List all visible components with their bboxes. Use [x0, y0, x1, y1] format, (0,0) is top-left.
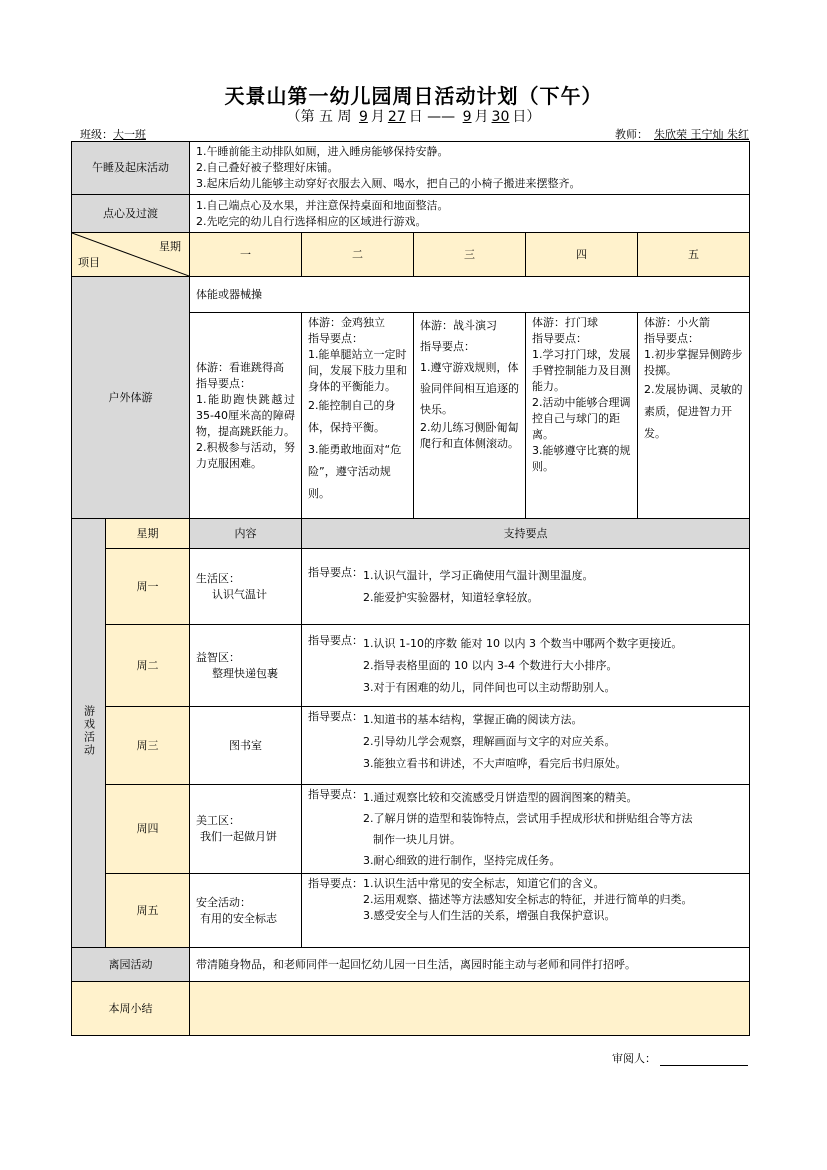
games-area: 生活区：	[196, 571, 240, 585]
month-label: 月	[370, 109, 385, 125]
games-area: 益智区：	[196, 650, 240, 664]
outdoor-guide-label: 指导要点：	[420, 340, 475, 353]
support-point: 1.知道书的基本结构，掌握正确的阅读方法。	[363, 713, 583, 726]
games-support	[302, 625, 750, 707]
outdoor-point: 1.学习打门球，发展手臂控制能力及目测能力。	[532, 348, 631, 393]
outdoor-point: 3.能勇敢地面对“危险”，遵守活动规则。	[308, 443, 402, 500]
day-header: 二	[302, 233, 414, 277]
games-activity: 认识气温计	[212, 587, 267, 601]
class-label: 班级：	[80, 128, 113, 141]
teacher-value: 朱欣荣 王宁灿 朱红	[654, 128, 749, 141]
outdoor-point: 2.积极参与活动，努力克服困难。	[196, 440, 295, 470]
outdoor-guide-label: 指导要点：	[308, 332, 363, 345]
day-header: 五	[638, 233, 750, 277]
summary-label: 本周小结	[72, 982, 190, 1036]
outdoor-day-cell	[526, 313, 638, 519]
outdoor-day-cell	[638, 313, 750, 519]
games-row	[72, 874, 750, 948]
teacher-label: 教师：	[615, 128, 648, 141]
games-row	[72, 625, 750, 707]
summary-content[interactable]	[190, 982, 750, 1036]
corner-item-label: 项目	[78, 256, 100, 269]
class-info	[80, 126, 176, 142]
games-col-content: 内容	[190, 519, 302, 549]
nap-label: 午睡及起床活动	[72, 142, 190, 195]
outdoor-day-cell	[190, 313, 302, 519]
end-month: 9	[462, 109, 472, 125]
games-col-day: 星期	[106, 519, 190, 549]
games-day: 周二	[106, 625, 190, 707]
snack-label: 点心及过渡	[72, 195, 190, 233]
corner-week-label: 星期	[159, 240, 181, 253]
week-range	[0, 106, 827, 126]
leaving-content: 带清随身物品，和老师同伴一起回忆幼儿园一日生活，离园时能主动与老师和同伴打招呼。	[190, 948, 750, 982]
nap-row	[72, 142, 750, 195]
class-value: 大一班	[113, 128, 146, 141]
games-support	[302, 707, 750, 785]
support-point: 2.了解月饼的造型和装饰特点，尝试用手捏成形状和拼贴组合等方法	[363, 812, 693, 825]
outdoor-point: 1.能助跑快跳越过 35-40厘米高的障碍物，提高跳跃能力。	[196, 392, 295, 438]
snack-row	[72, 195, 750, 233]
games-activity: 有用的安全标志	[200, 911, 277, 925]
games-support	[302, 874, 750, 948]
support-point: 2.引导幼儿学会观察，理解画面与文字的对应关系。	[363, 735, 616, 748]
outdoor-title: 体游：打门球	[532, 316, 598, 329]
snack-content	[190, 195, 750, 233]
games-day: 周三	[106, 707, 190, 785]
activity-plan-table	[71, 141, 750, 1036]
summary-row	[72, 982, 750, 1036]
games-content	[190, 625, 302, 707]
corner-header	[72, 233, 190, 277]
month-label: 月	[474, 109, 489, 125]
games-content	[190, 874, 302, 948]
games-label: 游戏活动	[82, 704, 96, 757]
week-prefix: （第 五 周	[286, 109, 352, 125]
nap-item: 3.起床后幼儿能够主动穿好衣服去入厕、喝水，把自己的小椅子搬进来摆整齐。	[196, 177, 581, 190]
games-content	[190, 549, 302, 625]
nap-content	[190, 142, 750, 195]
support-point: 1.通过观察比较和交流感受月饼造型的圆润图案的精美。	[363, 791, 638, 804]
games-support	[302, 549, 750, 625]
support-point: 1.认识生活中常见的安全标志，知道它们的含义。	[363, 877, 605, 890]
support-point: 3.能独立看书和讲述，不大声喧哗，看完后书归原处。	[363, 757, 627, 770]
guide-label: 指导要点：	[308, 877, 363, 890]
games-day: 周四	[106, 785, 190, 874]
guide-label: 指导要点：	[308, 788, 363, 801]
support-point: 制作一块儿月饼。	[373, 833, 461, 846]
day-header: 四	[526, 233, 638, 277]
support-point: 3.耐心细致的进行制作，坚持完成任务。	[363, 854, 561, 867]
teacher-info	[615, 126, 749, 142]
outdoor-point: 2.幼儿练习侧卧匍匐爬行和直体侧滚动。	[420, 421, 519, 450]
day-header: 三	[414, 233, 526, 277]
outdoor-guide-label: 指导要点：	[196, 376, 251, 390]
games-day: 周一	[106, 549, 190, 625]
outdoor-point: 1.遵守游戏规则，体验同伴间相互追逐的快乐。	[420, 361, 519, 416]
reviewer-label: 审阅人：	[612, 1052, 656, 1065]
end-day: 30	[491, 109, 510, 125]
nap-item: 2.自己叠好被子整理好床铺。	[196, 161, 339, 174]
outdoor-guide-label: 指导要点：	[532, 332, 587, 345]
leaving-label: 离园活动	[72, 948, 190, 982]
snack-item: 1.自己端点心及水果，并注意保持桌面和地面整洁。	[196, 198, 449, 212]
day-header: 一	[190, 233, 302, 277]
nap-item: 1.午睡前能主动排队如厕，进入睡房能够保持安静。	[196, 145, 449, 158]
games-area: 安全活动：	[196, 895, 251, 909]
guide-label: 指导要点：	[308, 633, 363, 647]
outdoor-label: 户外体游	[72, 277, 190, 519]
outdoor-point: 2.活动中能够合理调控自己与球门的距离。	[532, 396, 631, 441]
games-activity: 我们一起做月饼	[200, 830, 277, 843]
support-point: 2.能爱护实验器材，知道轻拿轻放。	[363, 590, 539, 604]
start-day: 27	[387, 109, 406, 125]
outdoor-title: 体游：看谁跳得高	[196, 360, 284, 374]
games-row	[72, 549, 750, 625]
outdoor-point: 2.能控制自己的身体，保持平衡。	[308, 399, 396, 434]
support-point: 1.认识 1-10的序数 能对 10 以内 3 个数当中哪两个数字更接近。	[363, 636, 683, 650]
games-activity: 图书室	[229, 738, 262, 752]
outdoor-title: 体游：金鸡独立	[308, 316, 385, 329]
outdoor-point: 3.能够遵守比赛的规则。	[532, 444, 631, 473]
support-point: 3.感受安全与人们生活的关系，增强自我保护意识。	[363, 909, 616, 922]
outdoor-guide-label: 指导要点：	[644, 332, 699, 345]
games-activity: 整理快递包裹	[212, 666, 278, 680]
games-label-cell	[72, 519, 106, 948]
week-suffix: 日）	[512, 109, 541, 125]
outdoor-title: 体游：小火箭	[644, 316, 710, 329]
outdoor-point: 1.初步掌握异侧跨步投掷。	[644, 348, 743, 377]
snack-item: 2.先吃完的幼儿自行选择相应的区域进行游戏。	[196, 214, 427, 228]
support-point: 3.对于有困难的幼儿，同伴间也可以主动帮助别人。	[363, 680, 616, 694]
day-label: 日	[408, 109, 423, 125]
start-month: 9	[358, 109, 368, 125]
support-point: 1.认识气温计，学习正确使用气温计测里温度。	[363, 568, 594, 582]
outdoor-point: 1.能单腿站立一定时间，发展下肢力里和身体的平衡能力。	[308, 348, 407, 393]
range-separator: ——	[427, 109, 456, 125]
outdoor-day-cell	[414, 313, 526, 519]
outdoor-general: 体能或器械操	[190, 277, 750, 313]
reviewer-signature	[612, 1050, 748, 1066]
outdoor-point: 2.发展协调、灵敏的素质，促进智力开发。	[644, 383, 743, 440]
games-header-row	[72, 519, 750, 549]
games-col-support: 支持要点	[302, 519, 750, 549]
guide-label: 指导要点：	[308, 565, 363, 579]
games-content	[190, 785, 302, 874]
outdoor-general-row	[72, 277, 750, 313]
games-row	[72, 707, 750, 785]
support-point: 2.指导表格里面的 10 以内 3-4 个数进行大小排序。	[363, 658, 618, 672]
outdoor-day-cell	[302, 313, 414, 519]
games-day: 周五	[106, 874, 190, 948]
games-support	[302, 785, 750, 874]
guide-label: 指导要点：	[308, 710, 363, 723]
games-row	[72, 785, 750, 874]
leaving-row	[72, 948, 750, 982]
support-point: 2.运用观察、描述等方法感知安全标志的特征，并进行简单的归类。	[363, 893, 693, 906]
page-title: 天景山第一幼儿园周日活动计划（下午）	[224, 84, 603, 108]
outdoor-title: 体游：战斗演习	[420, 319, 497, 332]
games-area: 美工区：	[196, 814, 240, 827]
reviewer-signature-line[interactable]	[660, 1053, 748, 1066]
games-content	[190, 707, 302, 785]
week-header-row	[72, 233, 750, 277]
